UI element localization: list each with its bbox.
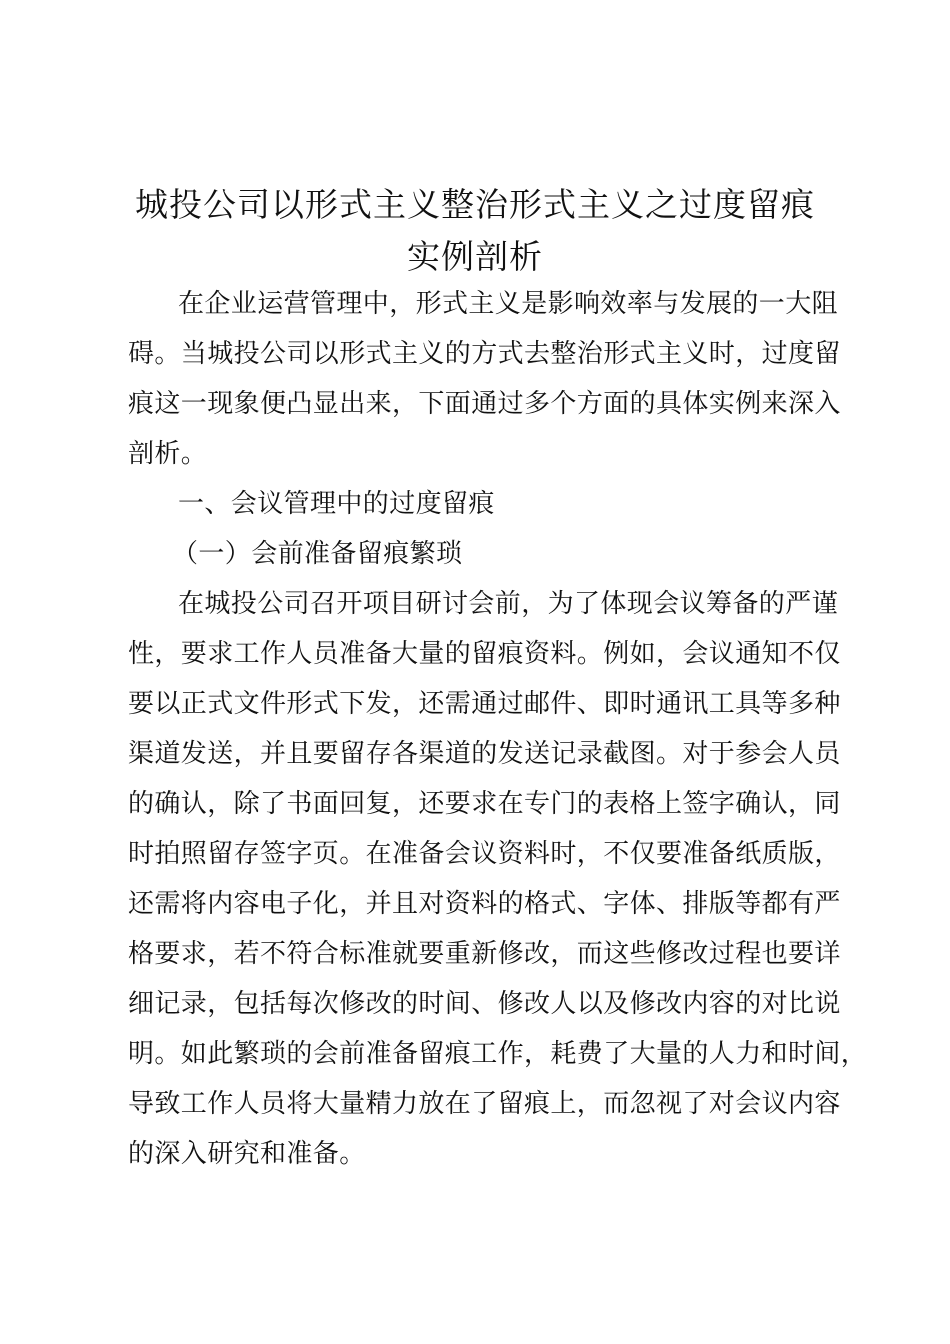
body-paragraph-line: 性，要求工作人员准备大量的留痕资料。例如，会议通知不仅 <box>128 639 841 669</box>
body-paragraph-line: 还需将内容电子化，并且对资料的格式、字体、排版等都有严 <box>128 889 841 919</box>
body-paragraph-line: 格要求，若不符合标准就要重新修改，而这些修改过程也要详 <box>128 939 841 969</box>
document-title-line-2: 实例剖析 <box>407 237 543 276</box>
body-paragraph-line: 导致工作人员将大量精力放在了留痕上，而忽视了对会议内容 <box>128 1089 841 1119</box>
intro-paragraph-line: 剖析。 <box>128 439 208 469</box>
intro-paragraph-line: 在企业运营管理中，形式主义是影响效率与发展的一大阻 <box>178 289 839 319</box>
body-paragraph-line: 在城投公司召开项目研讨会前，为了体现会议筹备的严谨 <box>178 589 839 619</box>
section-heading-1: 一、会议管理中的过度留痕 <box>178 489 495 519</box>
body-paragraph-line: 渠道发送，并且要留存各渠道的发送记录截图。对于参会人员 <box>128 739 841 769</box>
body-paragraph-line: 要以正式文件形式下发，还需通过邮件、即时通讯工具等多种 <box>128 689 841 719</box>
body-paragraph-line: 的确认，除了书面回复，还要求在专门的表格上签字确认，同 <box>128 789 841 819</box>
body-paragraph-line: 细记录，包括每次修改的时间、修改人以及修改内容的对比说 <box>128 989 841 1019</box>
document-title-line-1: 城投公司以形式主义整治形式主义之过度留痕 <box>135 185 815 224</box>
body-paragraph-line: 明。如此繁琐的会前准备留痕工作，耗费了大量的人力和时间， <box>128 1039 868 1069</box>
intro-paragraph-line: 碍。当城投公司以形式主义的方式去整治形式主义时，过度留 <box>128 339 841 369</box>
body-paragraph-line: 时拍照留存签字页。在准备会议资料时，不仅要准备纸质版， <box>128 839 841 869</box>
intro-paragraph-line: 痕这一现象便凸显出来，下面通过多个方面的具体实例来深入 <box>128 389 841 419</box>
body-paragraph-line: 的深入研究和准备。 <box>128 1139 366 1169</box>
subsection-heading-1: （一）会前准备留痕繁琐 <box>172 539 463 569</box>
